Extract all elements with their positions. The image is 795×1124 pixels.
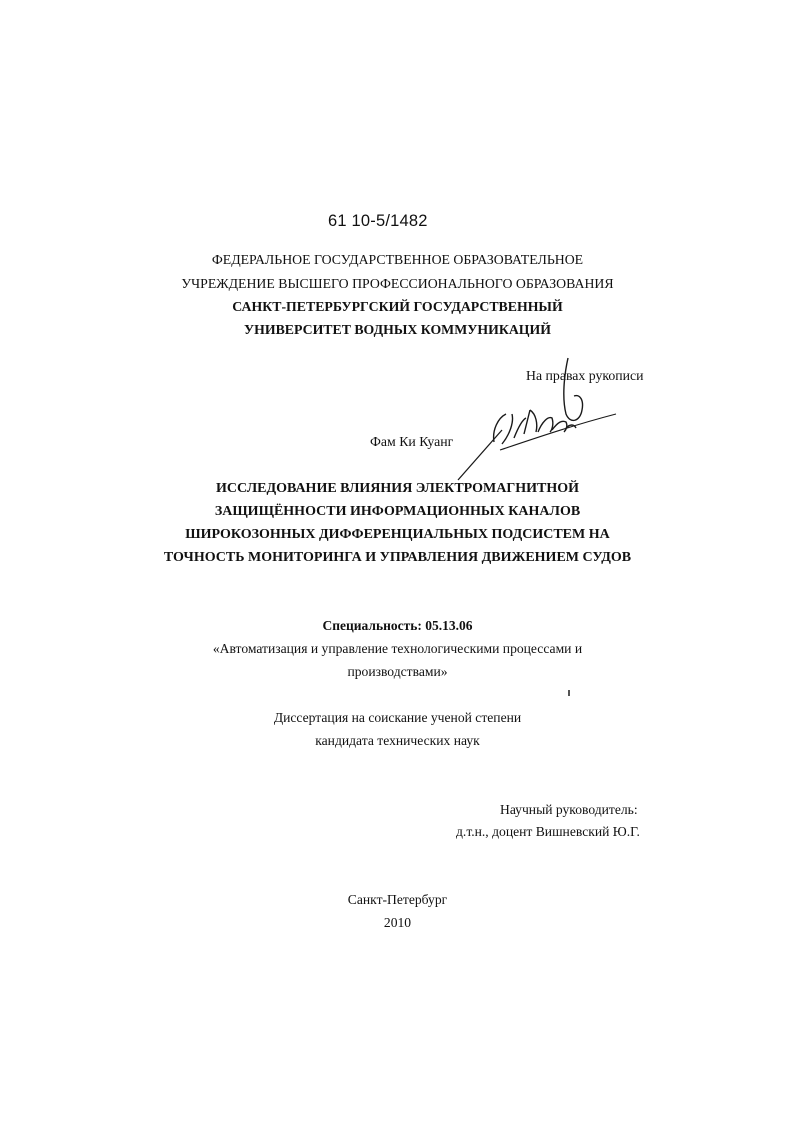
degree-line-2: кандидата технических наук [315,733,480,748]
institution-line-1: ФЕДЕРАЛЬНОЕ ГОСУДАРСТВЕННОЕ ОБРАЗОВАТЕЛЬНОЕ [211,252,584,267]
scan-mark [568,690,570,696]
specialty-line-1: «Автоматизация и управление технологическими процессами и [212,641,583,656]
handwritten-signature [440,352,620,492]
institution-line-3: САНКТ-ПЕТЕРБУРГСКИЙ ГОСУДАРСТВЕННЫЙ [232,299,563,314]
title-line-4: ТОЧНОСТЬ МОНИТОРИНГА И УПРАВЛЕНИЯ ДВИЖЕНИЕМ СУДОВ [163,550,632,565]
title-line-3: ШИРОКОЗОННЫХ ДИФФЕРЕНЦИАЛЬНЫХ ПОДСИСТЕМ НА [185,527,610,542]
city: Санкт-Петербург [347,892,448,907]
supervisor-name: д.т.н., доцент Вишневский Ю.Г. [456,824,640,839]
archive-code: 61 10-5/1482 [328,212,428,230]
supervisor-label: Научный руководитель: [500,802,638,817]
year: 2010 [383,915,412,930]
specialty-label: Специальность: 05.13.06 [322,618,473,633]
author-name: Фам Ки Куанг [370,434,454,449]
manuscript-note: На правах рукописи [526,368,644,383]
institution-line-4: УНИВЕРСИТЕТ ВОДНЫХ КОММУНИКАЦИЙ [244,322,551,337]
degree-line-1: Диссертация на соискание ученой степени [273,710,522,725]
specialty-line-2: производствами» [347,664,448,679]
institution-line-2: УЧРЕЖДЕНИЕ ВЫСШЕГО ПРОФЕССИОНАЛЬНОГО ОБРАЗОВАНИЯ [181,276,614,291]
title-line-2: ЗАЩИЩЁННОСТИ ИНФОРМАЦИОННЫХ КАНАЛОВ [214,504,581,519]
title-line-1: ИССЛЕДОВАНИЕ ВЛИЯНИЯ ЭЛЕКТРОМАГНИТНОЙ [215,481,580,496]
